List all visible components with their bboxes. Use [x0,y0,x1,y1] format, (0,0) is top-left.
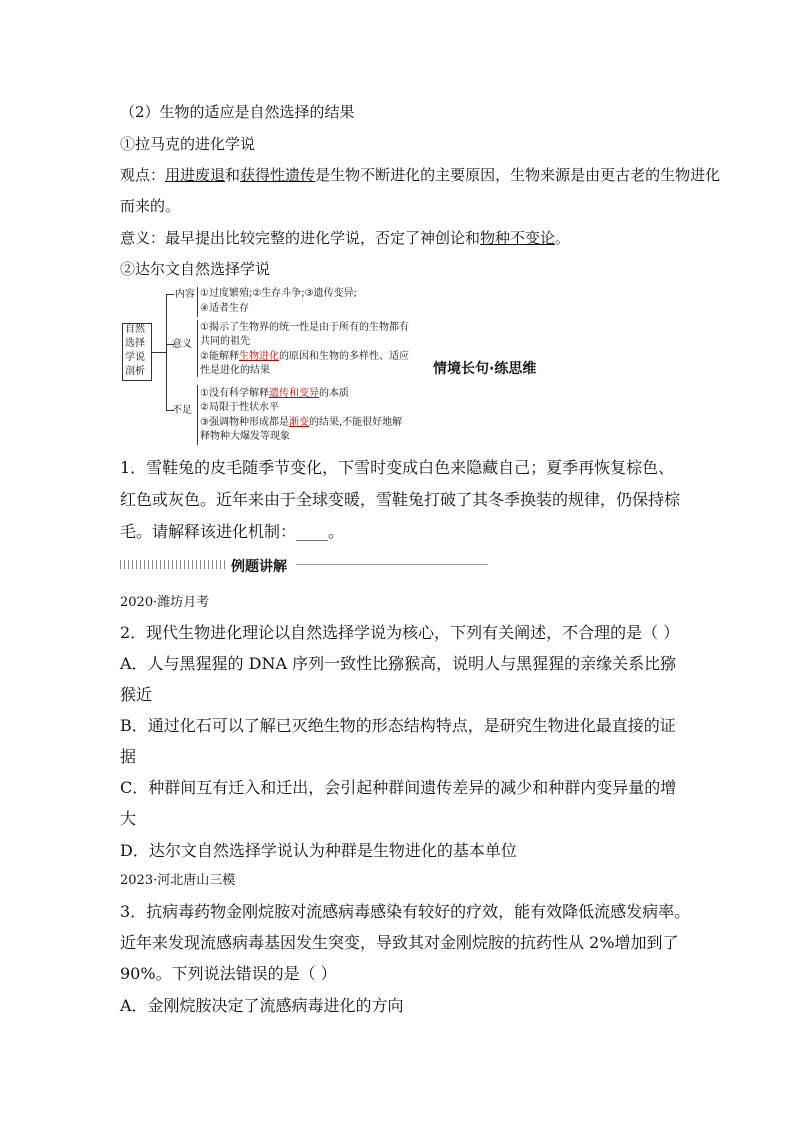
meaning-end: 。 [555,229,571,247]
q2-option-c-1: C．种群间互有迁入和迁出，会引起种群间遗传差异的减少和种群内变异量的增 [120,778,677,797]
content-line-2: ④适者生存 [200,303,249,314]
q2-option-b-1: B．通过化石可以了解已灭绝生物的形态结构特点，是研究生物进化最直接的证 [120,716,676,735]
term-species-invariance: 物种不变论 [480,229,556,247]
banner-rule [296,564,488,565]
q3-line-3: 90%。下列说法错误的是（ ） [120,964,337,983]
sub-bracket-meaning [197,320,198,377]
root-text-2: 选择 [125,338,145,349]
darwin-title: ②达尔文自然选择学说 [120,260,271,278]
lamarck-view-line1 [120,165,720,185]
tick-content [166,294,174,295]
meaning-line-2: 共同的祖先 [200,336,250,347]
lack-line-4: 释物种大爆发等现象 [200,431,290,442]
lack-line-2: ②局限于性状水平 [200,402,279,413]
term-use-disuse: 用进废退 [165,166,226,184]
q3-line-2: 近年来发现流感病毒基因发生突变，导致其对金刚烷胺的抗药性从 2%增加到了 [120,933,679,952]
q2-source: 2020·潍坊月考 [120,595,210,610]
q3-source: 2023·河北唐山三模 [120,873,236,888]
q3-line-1: 3．抗病毒药物金刚烷胺对流感病毒感染有较好的疗效，能有效降低流感发病率。 [120,902,691,921]
label-content: 内容 [175,289,195,300]
sub-bracket-content [197,287,198,317]
lack-line-1-red: 遗传和变异 [268,388,319,399]
q2-option-b-2: 据 [120,747,137,766]
meaning-line-3-pre: ②能解释 [200,351,239,362]
q2-option-a-1: A．人与黑猩猩的 DNA 序列一致性比猕猴高，说明人与黑猩猩的亲缘关系比猕 [120,654,677,673]
meaning-line-1: ①揭示了生物界的统一性是由于所有的生物都有 [200,322,409,333]
q3-option-a: A．金刚烷胺决定了流感病毒进化的方向 [120,996,404,1015]
q1-line-1: 1．雪鞋兔的皮毛随季节变化，下雪时变成白色来隐藏自己；夏季再恢复棕色、 [120,458,675,477]
q1-line-3: 毛。请解释该进化机制：____。 [120,522,345,541]
root-text-3: 学说 [125,352,145,363]
lack-line-3-post: 的结果,不能很好地解 [308,417,403,428]
view-rest: 是生物不断进化的主要原因，生物来源是由更古老的生物进化 [315,166,721,184]
lack-line-1-post: 的本质 [318,388,349,399]
q2-option-d: D．达尔文自然选择学说认为种群是生物进化的基本单位 [120,841,517,860]
view-prefix: 观点： [120,166,166,184]
lack-line-1 [200,387,349,400]
meaning-line-3-post: 的原因和生物的多样性、适应 [278,351,409,362]
meaning-prefix: 意义：最早提出比较完整的进化学说，否定了神创论和 [120,229,481,247]
context-title: 情境长句·练思维 [433,361,537,377]
q2-option-a-2: 猴近 [120,685,153,704]
lack-line-3-pre: ③强调物种形成都是 [200,417,289,428]
connector-line [152,352,166,353]
lack-line-3-red: 渐变 [288,417,309,428]
lamarck-view-line2: 而来的。 [120,197,181,215]
meaning-line-4: 性是进化的结果 [200,365,270,376]
lack-line-3 [200,416,402,429]
lamarck-meaning [120,228,570,248]
label-lack: 不足 [172,405,192,416]
view-and: 和 [225,166,241,184]
label-meaning: 意义 [172,339,192,350]
q2-option-c-2: 大 [120,809,137,828]
lack-line-1-pre: ①没有科学解释 [200,388,269,399]
meaning-line-3 [200,350,409,363]
q1-line-2: 红色或灰色。近年来由于全球变暖，雪鞋兔打破了其冬季换装的规律，仍保持棕 [120,490,681,509]
root-text-4: 剖析 [125,366,145,377]
banner-title: 例题讲解 [231,559,287,575]
banner-hatch [120,560,228,569]
content-line-1: ①过度繁殖;②生存斗争;③遗传变异; [200,288,358,299]
root-text-1: 自然 [125,324,145,335]
meaning-line-3-red: 生物进化 [238,351,279,362]
lamarck-title: ①拉马克的进化学说 [120,135,256,153]
bracket-line [166,294,167,410]
section-heading: （2）生物的适应是自然选择的结果 [120,103,355,121]
q2-stem: 2．现代生物进化理论以自然选择学说为核心，下列有关阐述，不合理的是（ ） [120,623,680,642]
sub-bracket-lack [197,385,198,445]
term-acquired-inheritance: 获得性遗传 [240,166,316,184]
